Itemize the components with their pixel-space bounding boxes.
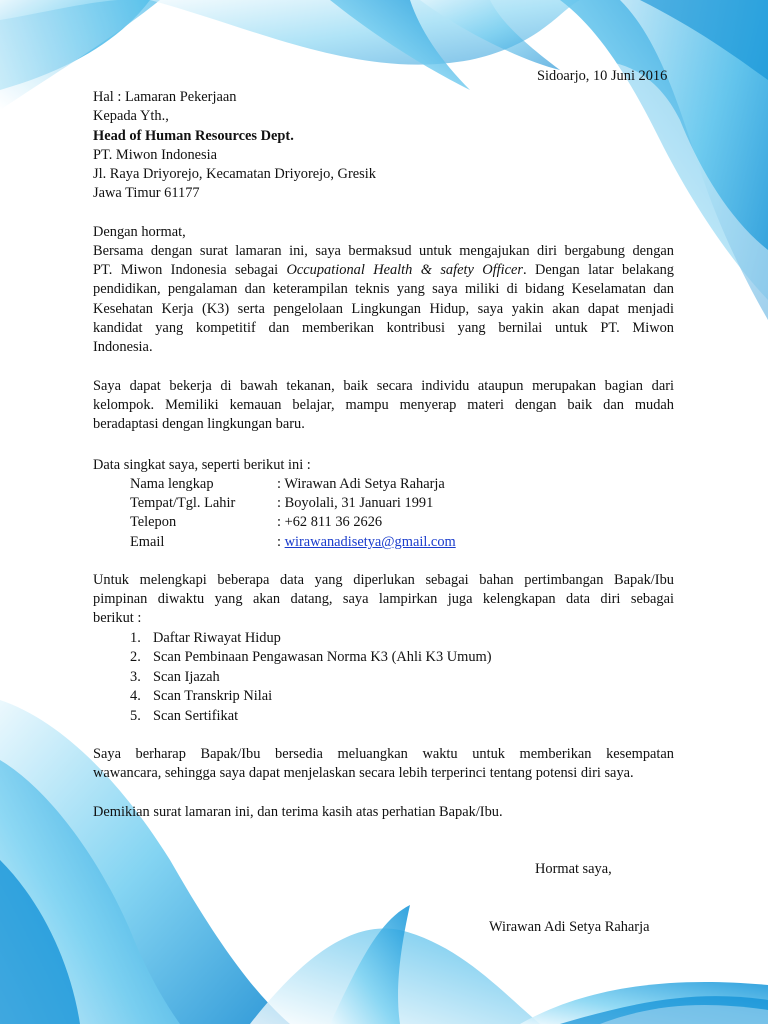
paragraph-interview-request: Saya berharap Bapak/Ibu bersedia meluangkan waktu untuk memberikan kesempatan wawancara, sehingga saya dapat menjelaskan secara lebih terperinci tentang potensi diri saya. — [93, 746, 674, 782]
cover-letter: Sidoarjo, 10 Juni 2016 Hal : Lamaran Pekerjaan Kepada Yth., Head of Human Resources Dept. PT. Miwon Indonesia Jl. Raya Driyorejo, Kecamatan Driyorejo, Gresik Jawa Timur 61177 Dengan hormat, Bersama dengan surat lamaran ini, saya bermaksud untuk mengajukan diri bergabung dengan PT. Miwon Indonesia sebagai Occupational Health & safety Officer. Dengan latar belakang pendidikan, pengalaman dan keterampilan teknis yang saya miliki di bidang Keselamatan dan Kesehatan Kerja (K3) serta pengelolaan Lingkungan Hidup, saya yakin akan dapat menjadi kandidat yang kompetitif dan memberikan kontribusi yang bernilai untuk PT. Miwon Indonesia. Saya dapat bekerja di bawah tekanan, baik secara individu ataupun merupakan bagian dari kelompok. Memiliki kemauan belajar, mampu menyerap materi dengan baik dan mudah beradaptasi dengan lingkungan baru. Data singkat saya, seperti berikut ini : Nama lengkap : Wirawan Adi Setya Raharja Tempat/Tgl. Lahir : Boyolali, 31 Januari 1991 Telepon : +62 811 36 2626 Email : wirawanadisetya@gmail.com Untuk melengkapi beberapa data yang diperlukan sebagai bahan pertimbangan Bapak/Ibu pimpinan diwaktu yang akan datang, saya lampirkan juga kelengkapan data diri sebagai berikut : 1. Daftar Riwayat Hidup 2. Scan Pembinaan Pengawasan Norma K3 (Ahli K3 Umum) 3. Scan Ijazah 4. Scan Transkrip Nilai 5. Scan Sertifikat Saya berharap Bapak/Ibu bersedia meluangkan waktu untuk memberikan kesempatan wawancara, sehingga saya dapat menjelaskan secara lebih terperinci tentang potensi diri saya. Demikian surat lamaran ini, dan terima kasih atas perhatian Bapak/Ibu. Hormat saya, Wirawan Adi Setya Raharja — [0, 0, 768, 1024]
email-link[interactable]: wirawanadisetya@gmail.com — [284, 534, 456, 550]
recipient-to: Kepada Yth., — [93, 108, 169, 124]
greeting: Dengan hormat, — [93, 224, 186, 240]
position-title: Occupational Health & safety Officer — [286, 262, 524, 279]
recipient-address-line1: Jl. Raya Driyorejo, Kecamatan Driyorejo, Gresik — [93, 166, 376, 182]
closing-salutation: Hormat saya, — [535, 861, 612, 877]
letter-subject: Hal : Lamaran Pekerjaan — [93, 89, 237, 105]
recipient-address-line2: Jawa Timur 61177 — [93, 185, 200, 201]
personal-data-intro: Data singkat saya, seperti berikut ini : — [93, 457, 311, 473]
closing-text: Demikian surat lamaran ini, dan terima kasih atas perhatian Bapak/Ibu. — [93, 804, 503, 820]
paragraph-attachments-intro: Untuk melengkapi beberapa data yang diperlukan sebagai bahan pertimbangan Bapak/Ibu pimpinan diwaktu yang akan datang, saya lampirkan juga kelengkapan data diri sebagai berikut : — [93, 572, 674, 627]
signature-name: Wirawan Adi Setya Raharja — [489, 919, 650, 935]
place-date: Sidoarjo, 10 Juni 2016 — [537, 68, 668, 84]
paragraph-introduction: Bersama dengan surat lamaran ini, saya bermaksud untuk mengajukan diri bergabung dengan PT. Miwon Indonesia sebagai Occupational Health & safety Officer. Dengan latar belakang pendidikan, pengalaman dan keterampilan teknis yang saya miliki di bidang Keselamatan dan Kesehatan Kerja (K3) serta pengelolaan Lingkungan Hidup, saya yakin akan dapat menjadi kandidat yang kompetitif dan memberikan kontribusi yang bernilai untuk PT. Miwon Indonesia. — [93, 243, 674, 356]
paragraph-qualities: Saya dapat bekerja di bawah tekanan, baik secara individu ataupun merupakan bagian dari kelompok. Memiliki kemauan belajar, mampu menyerap materi dengan baik dan mudah beradaptasi dengan lingkungan baru. — [93, 378, 674, 433]
recipient-title: Head of Human Resources Dept. — [93, 128, 294, 144]
recipient-company: PT. Miwon Indonesia — [93, 147, 218, 163]
